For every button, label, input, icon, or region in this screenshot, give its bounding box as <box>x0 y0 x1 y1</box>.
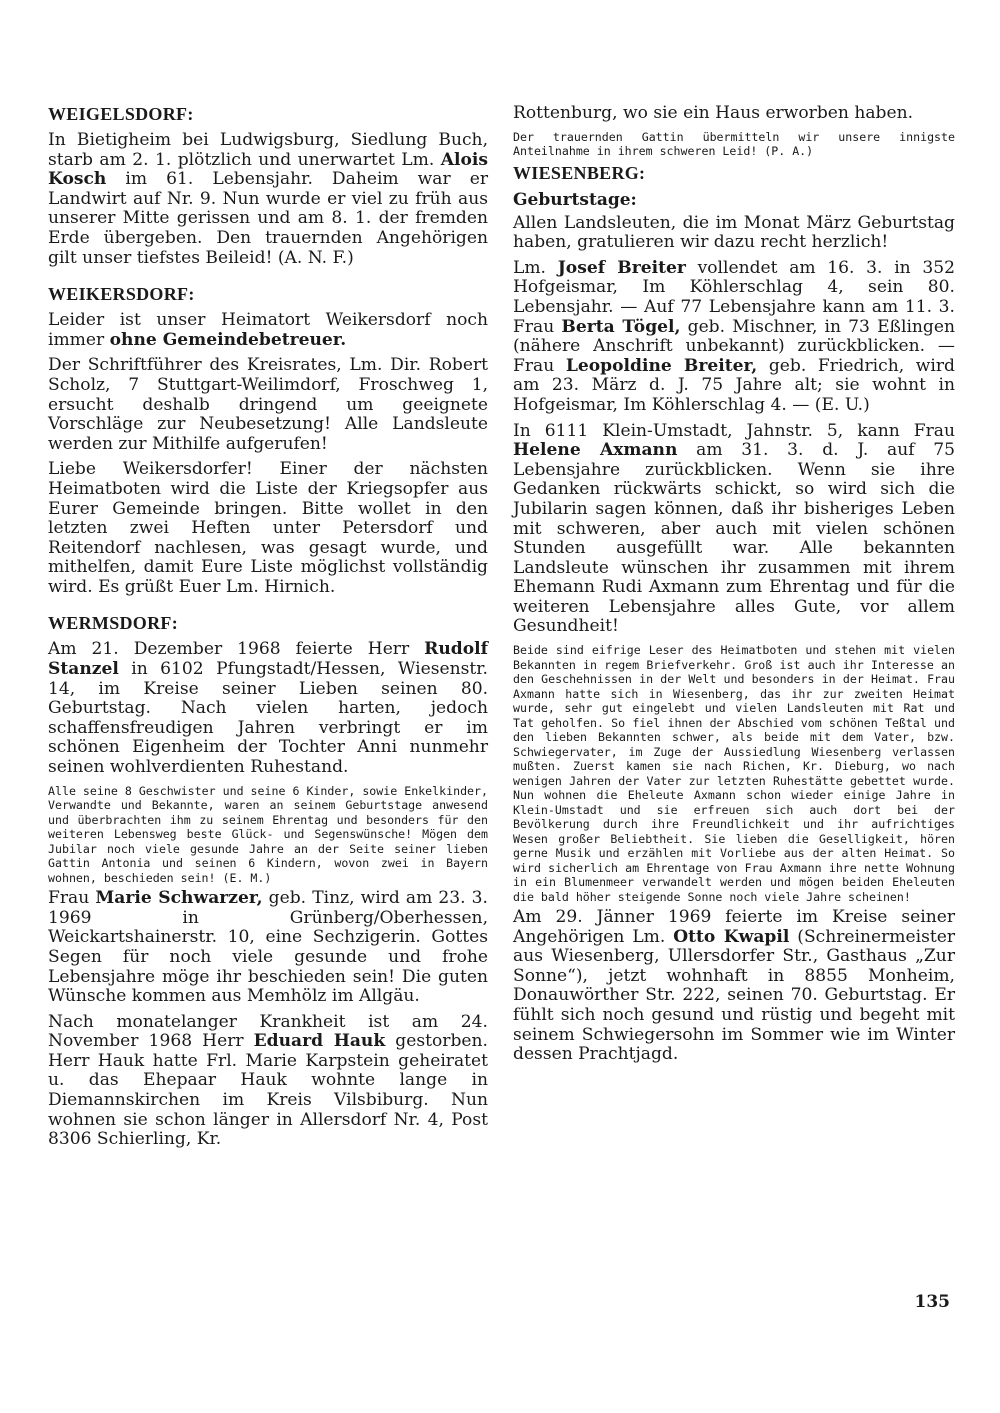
left-column <box>48 104 488 1156</box>
weigelsdorf-paragraph: In Bietigheim bei Ludwigsburg, Siedlung Buch, starb am 2. 1. plötzlich und unerwartet Lm. Alois Kosch im 61. Lebensjahr. Daheim war er Landwirt auf Nr. 9. Nun wurde er viel zu früh aus unserer Mitte gerissen und am 8. 1. der fremden Erde übergeben. Den trauernden Angehörigen gilt unser tiefstes Beileid! (A. N. F.) <box>48 130 488 268</box>
wiesenberg-paragraph-4: Am 29. Jänner 1969 feierte im Kreise seiner Angehörigen Lm. Otto Kwapil (Schreinermeister aus Wiesenberg, Ullersdorfer Str., Gasthaus „Zur Sonne“), jetzt wohnhaft in 8855 Monheim, Donauwörther Str. 222, seinen 70. Geburtstag. Er fühlt sich noch gesund und rüstig und begeht mit seinem Schwiegersohn im Sommer wie im Winter dessen Prachtjagd. <box>513 907 956 1065</box>
continuation-paragraph: Rottenburg, wo sie ein Haus erworben haben. <box>513 103 914 123</box>
weikersdorf-paragraph-2: Der Schriftführer des Kreisrates, Lm. Dir. Robert Scholz, 7 Stuttgart-Weilimdorf, Froschweg 1, ersucht deshalb dringend um geeignete Vorschläge zur Neubesetzung! Alle Landsleute werden zur Mithilfe aufgerufen! <box>48 355 488 454</box>
wermsdorf-paragraph-1: Am 21. Dezember 1968 feierte Herr Rudolf Stanzel in 6102 Pfungstadt/Hessen, Wiesenstr. 14, im Kreise seiner Lieben seinen 80. Geburtstag. Nach vielen harten, jedoch schaffensfreudigen Jahren verbringt er im schönen Eigenheim der Tochter Anni nunmehr seinen wohlverdienten Ruhestand. <box>48 639 488 778</box>
wiesenberg-paragraph-2: Lm. Josef Breiter vollendet am 16. 3. in 352 Hofgeismar, Im Köhlerschlag 4, sein 80. Lebensjahr. — Auf 77 Lebensjahre kann am 11. 3. Frau Berta Tögel, geb. Mischner, in 73 Eßlingen (nähere Anschrift unbekannt) zurückblicken. — Frau Leopoldine Breiter, geb. Friedrich, wird am 23. März d. J. 75 Jahre alt; sie wohnt in Hofgeismar, Im Köhlerschlag 4. — (E. U.) <box>513 257 955 415</box>
heading-weikersdorf: WEIKERSDORF: <box>48 284 195 305</box>
subheading-geburtstage: Geburtstage: <box>513 189 637 210</box>
heading-wiesenberg: WIESENBERG: <box>513 162 646 183</box>
continuation-small-paragraph: Der trauernden Gattin übermitteln wir unsere innigste Anteilnahme in ihrem schweren Leid! (P. A.) <box>513 129 955 159</box>
right-column <box>513 104 955 1071</box>
wermsdorf-small-paragraph: Alle seine 8 Geschwister und seine 6 Kinder, sowie Enkelkinder, Verwandte und Bekannte, waren an seinem Geburtstage anwesend und überbrachten ihm zu seinem Ehrentag und besonders für den weiteren Lebensweg beste Glück- und Segenswünsche! Mögen dem Jubilar noch viele gesunde Jahre an der Seite seiner lieben Gattin Antonia und seinen 6 Kindern, wovon zwei in Bayern wohnen, beschieden sein! (E. M.) <box>48 783 488 885</box>
weikersdorf-paragraph-1: Leider ist unser Heimatort Weikersdorf noch immer ohne Gemeindebetreuer. <box>48 310 488 350</box>
wiesenberg-small-paragraph: Beide sind eifrige Leser des Heimatboten und stehen mit vielen Bekannten in regem Briefverkehr. Groß ist auch ihr Interesse an den Geschehnissen in der Welt und besonders in der Heimat. Frau Axmann hatte sich in Wiesenberg, das ihr zur zweiten Heimat wurde, sehr gut eingelebt und vielen Landsleuten mit Rat und Tat geholfen. So fiel ihnen der Abschied vom schönen Teßtal und den lieben Bekannten schwer, als beide mit dem Vater, bzw. Schwiegervater, im Zuge der Aussiedlung Wiesenberg verlassen mußten. Zuerst kamen sie nach Richen, Kr. Dieburg, wo nach wenigen Jahren der Vater zur letzten Ruhestätte gebettet wurde. Nun wohnen die Eheleute Axmann schon wieder einige Jahre in Klein-Umstadt und sie erfreuen sich auch dort bei der Bevölkerung durch ihre Freundlichkeit und ihr aufrichtiges Wesen großer Beliebtheit. Sie lieben die Geselligkeit, hören gerne Musik und erzählen mit Vorliebe aus der alten Heimat. So wird sicherlich am Ehrentage von Frau Axmann ihre nette Wohnung in ein Blumenmeer verwandelt werden und mögen beiden Eheleuten die bald höher steigende Sonne noch viele Jahre scheinen! <box>513 643 955 904</box>
wermsdorf-paragraph-2: Frau Marie Schwarzer, geb. Tinz, wird am 23. 3. 1969 in Grünberg/Oberhessen, Weickartshainerstr. 10, eine Sechzigerin. Gottes Segen für noch viele gesunde und frohe Lebensjahre möge ihr beschieden sein! Die guten Wünsche kommen aus Memhölz im Allgäu. <box>48 888 488 1007</box>
wermsdorf-paragraph-3: Nach monatelanger Krankheit ist am 24. November 1968 Herr Eduard Hauk gestorben. Herr Hauk hatte Frl. Marie Karpstein geheiratet u. das Ehepaar Hauk wohnte lange in Diemannskirchen im Kreis Vilsbiburg. Nun wohnen sie schon länger in Allersdorf Nr. 4, Post 8306 Schierling, Kr. <box>48 1011 488 1150</box>
heading-wermsdorf: WERMSDORF: <box>48 613 178 634</box>
page-number: 135 <box>914 1292 950 1312</box>
heading-weigelsdorf: WEIGELSDORF: <box>48 104 194 124</box>
wiesenberg-paragraph-3: In 6111 Klein-Umstadt, Jahnstr. 5, kann Frau Helene Axmann am 31. 3. d. J. auf 75 Lebensjahre zurückblicken. Wenn sie ihre Gedanken rückwärts schickt, so wird sich die Jubilarin sagen können, daß ihr bisheriges Leben mit schweren, aber auch mit vielen schönen Stunden ausgefüllt war. Alle bekannten Landsleute wünschen ihr zusammen mit ihrem Ehemann Rudi Axmann zum Ehrentag und für die weiteren Lebensjahre alles Gute, vor allem Gesundheit! <box>513 420 956 637</box>
weikersdorf-paragraph-3: Liebe Weikersdorfer! Einer der nächsten Heimatboten wird die Liste der Kriegsopfer aus Eurer Gemeinde bringen. Bitte wollet in den letzten zwei Heften unter Petersdorf und Reitendorf nachlesen, was gesagt wurde, und mithelfen, damit Eure Liste möglichst vollständig wird. Es grüßt Euer Lm. Hirnich. <box>48 459 488 597</box>
wiesenberg-paragraph-1: Allen Landsleuten, die im Monat März Geburtstag haben, gratulieren wir dazu recht herzlich! <box>513 212 955 253</box>
